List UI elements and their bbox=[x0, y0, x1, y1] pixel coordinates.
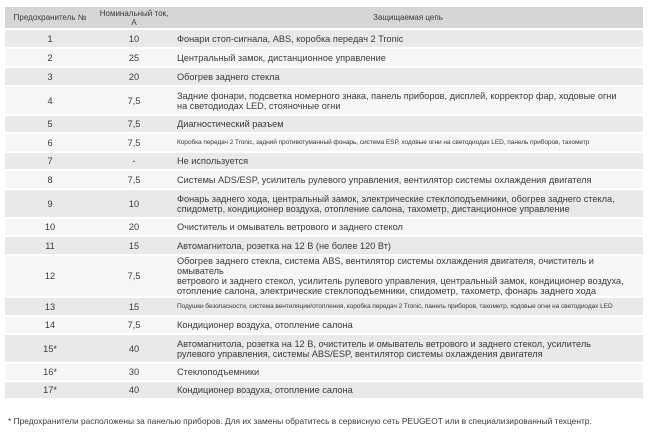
rated-current-cell: 15 bbox=[95, 237, 173, 254]
circuit-text-line: Автомагнитола, розетка на 12 В, очиститель и омыватель ветрового и заднего стекол, усилитель bbox=[177, 338, 591, 349]
fuse-number-cell: 11 bbox=[5, 237, 95, 254]
rated-current-cell: 7,5 bbox=[95, 256, 173, 296]
protected-circuit-cell bbox=[173, 364, 643, 380]
fuse-number-cell: 15* bbox=[5, 335, 95, 362]
table-row bbox=[5, 237, 643, 254]
table-row bbox=[5, 87, 643, 114]
circuit-text-line: Кондиционер воздуха, отопление салона bbox=[177, 385, 353, 395]
circuit-text-line: Подушки безопасности, система вентиляции/отопления, коробка передач 2 Tronic, панель приборов, тахометр, ходовые огни на светодиодах LED bbox=[177, 302, 613, 310]
circuit-text-line: Системы ADS/ESP, усилитель рулевого управления, вентилятор системы охлаждения двигателя bbox=[177, 174, 592, 185]
table-row bbox=[5, 49, 643, 66]
protected-circuit-cell bbox=[173, 335, 643, 362]
circuit-text-line: спидометр, кондиционер воздуха, отопление салона, тахометр, дистанционное управление bbox=[177, 203, 570, 214]
protected-circuit-cell bbox=[173, 237, 643, 254]
rated-current-cell: 15 bbox=[95, 298, 173, 315]
protected-circuit-cell bbox=[173, 153, 643, 169]
circuit-text-line: Задние фонари, подсветка номерного знака, панель приборов, дисплей, корректор фар, ходовые огни bbox=[177, 90, 617, 101]
protected-circuit-cell bbox=[173, 68, 643, 85]
protected-circuit-cell bbox=[173, 134, 643, 151]
circuit-text-line: Автомагнитола, розетка на 12 В (не более 120 Вт) bbox=[177, 240, 391, 251]
circuit-text-line: отопление салона, электрические стеклоподъемники, спидометр, тахометр, фонарь заднего хода bbox=[177, 286, 596, 296]
rated-current-cell: 20 bbox=[95, 68, 173, 85]
header-rated-current: Номинальный ток, А bbox=[95, 7, 173, 28]
rated-current-cell: 30 bbox=[95, 364, 173, 380]
circuit-text-line: ветрового и заднего стекол, усилитель рулевого управления, центральный замок, кондиционер воздуха, bbox=[177, 276, 624, 286]
table-row bbox=[5, 30, 643, 47]
table-row bbox=[5, 68, 643, 85]
rated-current-cell: 10 bbox=[95, 190, 173, 217]
circuit-text-line: Фонари стоп-сигнала, ABS, коробка передач 2 Tronic bbox=[177, 33, 404, 44]
fuse-number-cell: 10 bbox=[5, 219, 95, 235]
fuse-number-cell: 1 bbox=[5, 30, 95, 47]
protected-circuit-cell bbox=[173, 30, 643, 47]
protected-circuit-cell bbox=[173, 116, 643, 132]
header-fuse-number: Предохранитель № bbox=[5, 7, 95, 28]
circuit-text-line: Коробка передач 2 Tronic, задний противотуманный фонарь, система ESP, ходовые огни на светодиодах LED, панель приборов, тахометр bbox=[177, 138, 590, 146]
table-row bbox=[5, 382, 643, 398]
rated-current-cell: 40 bbox=[95, 335, 173, 362]
rated-current-cell: 20 bbox=[95, 219, 173, 235]
protected-circuit-cell bbox=[173, 317, 643, 333]
table-row bbox=[5, 256, 643, 296]
rated-current-cell: 7,5 bbox=[95, 171, 173, 188]
circuit-text-line: Диагностический разъем bbox=[177, 119, 284, 129]
circuit-text-line: Очиститель и омыватель ветрового и заднего стекол bbox=[177, 222, 403, 232]
table-row bbox=[5, 116, 643, 132]
header-protected-circuit: Защищаемая цепь bbox=[173, 7, 643, 28]
table-row bbox=[5, 219, 643, 235]
fuse-number-cell: 5 bbox=[5, 116, 95, 132]
fuse-number-cell: 13 bbox=[5, 298, 95, 315]
rated-current-cell: 7,5 bbox=[95, 87, 173, 114]
circuit-text-line: Фонарь заднего хода, центральный замок, электрические стеклоподъемники, обогрев заднего стекла, bbox=[177, 193, 615, 204]
footnote: * Предохранители расположены за панелью приборов. Для их замены обратитесь в сервисную сеть PEUGEOT или в специализированный техцентр. bbox=[8, 416, 592, 426]
protected-circuit-cell bbox=[173, 87, 643, 114]
circuit-text-line: рулевого управления, системы ABS/ESP, вентилятор системы охлаждения двигателя bbox=[177, 348, 543, 359]
fuse-number-cell: 8 bbox=[5, 171, 95, 188]
fuse-number-cell: 4 bbox=[5, 87, 95, 114]
fuse-number-cell: 2 bbox=[5, 49, 95, 66]
circuit-text-line: Стеклоподъемники bbox=[177, 367, 260, 377]
table-row bbox=[5, 134, 643, 151]
rated-current-cell: - bbox=[95, 153, 173, 169]
fuse-number-cell: 3 bbox=[5, 68, 95, 85]
fuse-number-cell: 12 bbox=[5, 256, 95, 296]
fuse-number-cell: 16* bbox=[5, 364, 95, 380]
circuit-text-line: Обогрев заднего стекла bbox=[177, 71, 280, 82]
rated-current-cell: 7,5 bbox=[95, 317, 173, 333]
circuit-text-line: Не используется bbox=[177, 156, 249, 166]
protected-circuit-cell bbox=[173, 49, 643, 66]
circuit-text-line: Центральный замок, дистанционное управление bbox=[177, 52, 386, 63]
circuit-text-line: Кондиционер воздуха, отопление салона bbox=[177, 320, 353, 330]
fuse-number-cell: 7 bbox=[5, 153, 95, 169]
fuse-number-cell: 14 bbox=[5, 317, 95, 333]
table-row bbox=[5, 364, 643, 380]
rated-current-cell: 10 bbox=[95, 30, 173, 47]
table-row bbox=[5, 317, 643, 333]
protected-circuit-cell bbox=[173, 190, 643, 217]
rated-current-cell: 7,5 bbox=[95, 134, 173, 151]
protected-circuit-cell bbox=[173, 171, 643, 188]
rated-current-cell: 7,5 bbox=[95, 116, 173, 132]
table-row bbox=[5, 153, 643, 169]
fuse-number-cell: 6 bbox=[5, 134, 95, 151]
table-row bbox=[5, 335, 643, 362]
protected-circuit-cell bbox=[173, 298, 643, 315]
rated-current-cell: 25 bbox=[95, 49, 173, 66]
table-row bbox=[5, 298, 643, 315]
rated-current-cell: 40 bbox=[95, 382, 173, 398]
protected-circuit-cell bbox=[173, 219, 643, 235]
table-header-row bbox=[5, 7, 643, 28]
table-row bbox=[5, 190, 643, 217]
fuse-number-cell: 9 bbox=[5, 190, 95, 217]
protected-circuit-cell bbox=[173, 256, 643, 296]
fuse-table bbox=[5, 5, 643, 400]
protected-circuit-cell bbox=[173, 382, 643, 398]
table-row bbox=[5, 171, 643, 188]
fuse-number-cell: 17* bbox=[5, 382, 95, 398]
circuit-text-line: на светодиодах LED, стояночные огни bbox=[177, 100, 341, 111]
table-body bbox=[5, 30, 643, 398]
circuit-text-line: Обогрев заднего стекла, система ABS, вентилятор системы охлаждения двигателя, очиститель и омыватель bbox=[177, 256, 594, 276]
